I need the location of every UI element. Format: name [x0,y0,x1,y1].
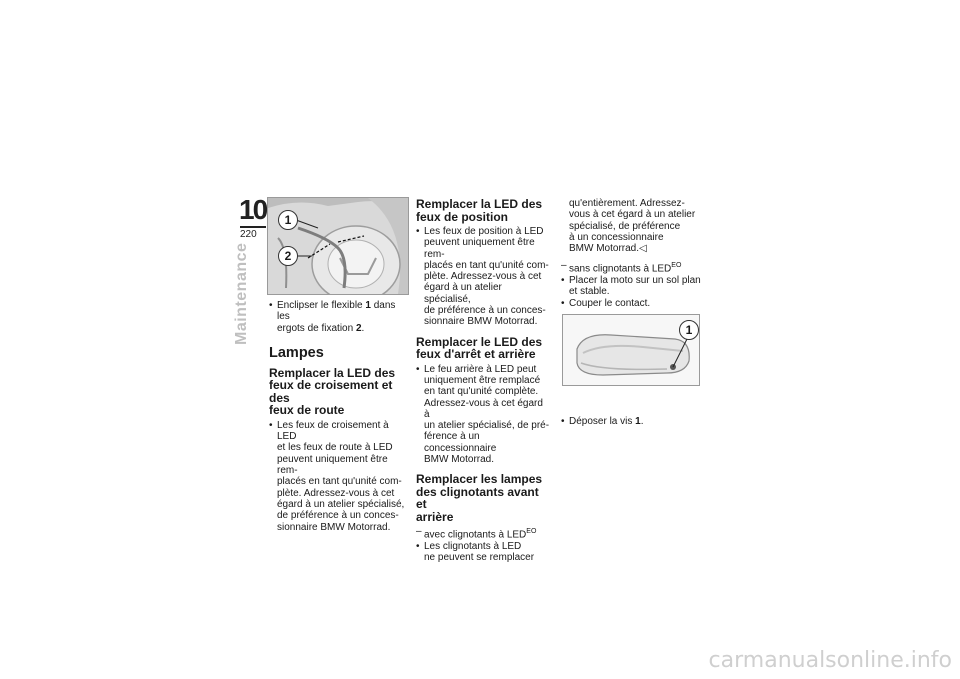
callout-2: 2 [278,246,298,266]
dash-with-led-indicators: – avec clignotants à $LED^{EO}$ [416,526,537,541]
callout-screw-1: 1 [679,320,699,340]
subheading-turn-signals: Remplacer les lampes des clignotants avant et arrière [416,472,543,524]
subheading-position-light: Remplacer la LED des feux de position [416,197,543,224]
chapter-divider [240,226,266,228]
step-clip-hose: • Enclipser le flexible 1 dans les ergots de fixation 2. [269,300,396,334]
section-title-vertical: Maintenance [233,242,250,345]
step-remove-screw: • Déposer la vis 1. [561,416,644,427]
bullet-position-light: • Les feux de position à LED peuvent uniquement être rem- placés en tant qu'unité com- plète. Adressez-vous à cet égard à un atelier spécialisé, de préférence à un conces- sionnaire BMW Motorrad. [416,226,549,328]
subheading-low-high-beam: Remplacer la LED des feux de croisement et des feux de route [269,365,396,418]
continuation-text: qu'entièrement. Adressez- vous à cet égard à un atelier spécialisé, de préférence à un concessionnaire BMW Motorrad.◁ [569,198,696,255]
bullet-place-motorcycle: • Placer la moto sur un sol plan et stable. [561,275,701,298]
column-2 [416,198,550,564]
turn-signal-illustration [563,315,699,385]
bullet-brake-tail-light: • Le feu arrière à LED peut uniquement être remplacé en tant qu'unité complète. Adressez-vous à cet égard à un atelier spécialisé, de pré- férence à un concessionnaire BMW Motorrad. [416,363,550,466]
subheading-brake-tail-light: Remplacer le LED des feux d'arrêt et arrière [416,334,543,362]
dash-without-led-indicators: – sans clignotants à $LED^{EO}$ [561,260,682,275]
bullet: • [269,300,273,311]
chapter-number: 10 [239,194,267,225]
callout-1: 1 [278,210,298,230]
figure-headlight-wiring [267,197,409,295]
column-3 [561,198,701,309]
heading-lampes: Lampes [269,344,324,361]
column-1 [269,300,409,533]
watermark: carmanualsonline.info [708,648,952,673]
bullet-ignition-off: • Couper le contact. [561,297,651,309]
bullet-low-high-beam: • Les feux de croisement à LED et les feux de route à LED peuvent uniquement être rem- placés en tant qu'unité com- plète. Adressez-vous à cet égard à un atelier spécialisé, de préférence à un conces- sionnaire BMW Motorrad. [269,419,405,533]
bullet-led-indicators: • Les clignotants à LED ne peuvent se remplacer [416,540,535,564]
figure-turn-signal-screw [562,314,700,386]
page-number: 220 [240,229,257,240]
